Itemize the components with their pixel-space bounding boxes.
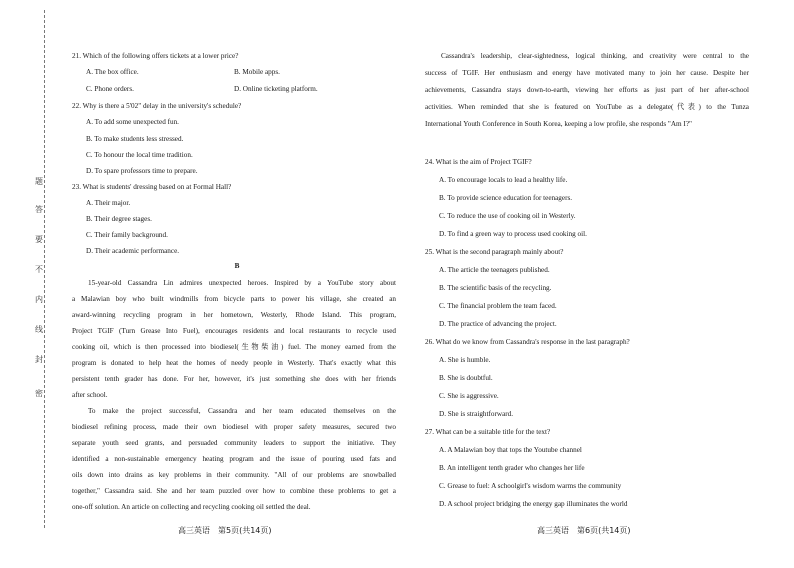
q26-option-a: A. She is humble. [439,356,491,364]
passage-line: identified a non-sustainable emergency heating program and the issue of pouring used fats and [72,455,396,463]
passage-line: activities. When reminded that she is featured on YouTube as a delegate(代表) to the Tunza [425,103,749,111]
q23-option-a: A. Their major. [86,199,131,207]
binding-char: 密 [35,389,43,398]
binding-char: 内 [35,295,43,304]
passage-line: award-winning recycling program in her hometown, Westerly, Rhode Island. This program, [72,311,396,319]
q23-option-d: D. Their academic performance. [86,247,180,255]
q24-option-c: C. To reduce the use of cooking oil in Westerly. [439,212,576,220]
passage-line: together," Cassandra said. She and her team puzzled over how to combine these problems to get a [72,487,396,495]
q22-option-b: B. To make students less stressed. [86,135,184,143]
binding-char: 题 [35,177,43,186]
passage-line: after school. [72,391,108,399]
q27-option-a: A. A Malawian boy that tops the Youtube channel [439,446,582,454]
passage-line: success of TGIF. Her enthusiasm and energy have motivated many to join her cause. Despite her [425,69,749,77]
q25-option-b: B. The scientific basis of the recycling. [439,284,552,292]
page-footer-right: 高三英语 第6页(共14页) [537,526,631,535]
q21-stem: 21. Which of the following offers tickets at a lower price? [72,52,239,60]
passage-line: To make the project successful, Cassandra and her team educated themselves on the [88,407,396,415]
q23-option-b: B. Their degree stages. [86,215,152,223]
passage-line: 15-year-old Cassandra Lin admires unexpected heroes. Inspired by a YouTube story about [88,279,396,287]
page-footer-left: 高三英语 第5页(共14页) [178,526,272,535]
q25-option-a: A. The article the teenagers published. [439,266,550,274]
binding-char: 线 [35,325,43,334]
q21-option-d: D. Online ticketing platform. [234,85,318,93]
binding-char: 不 [35,265,43,274]
binding-char: 要 [35,235,43,244]
q26-option-c: C. She is aggressive. [439,392,499,400]
binding-char: 封 [35,355,43,364]
q24-stem: 24. What is the aim of Project TGIF? [425,158,532,166]
passage-line: oils down into drains as key problems in their community. "All of our problems are snowballed [72,471,396,479]
q27-option-c: C. Grease to fuel: A schoolgirl's wisdom warms the community [439,482,622,490]
q23-stem: 23. What is students' dressing based on at Formal Hall? [72,183,232,191]
passage-line: persistent tenth grader has done. For her, however, it's just something she does with her friends [72,375,396,383]
q23-option-c: C. Their family background. [86,231,168,239]
passage-line: a Malawian boy who built windmills from bicycle parts to power his village, she created an [72,295,396,303]
q24-option-b: B. To provide science education for teenagers. [439,194,573,202]
q24-option-d: D. To find a green way to process used cooking oil. [439,230,587,238]
q27-option-b: B. An intelligent tenth grader who changes her life [439,464,585,472]
passage-line: Project TGIF (Turn Grease Into Fuel), encourages residents and local restaurants to recycle used [72,327,396,335]
q22-stem: 22. Why is there a 5'02" delay in the university's schedule? [72,102,242,110]
q27-stem: 27. What can be a suitable title for the text? [425,428,551,436]
q22-option-c: C. To honour the local time tradition. [86,151,193,159]
sealing-line [44,10,45,528]
q21-option-a: A. The box office. [86,68,139,76]
q26-stem: 26. What do we know from Cassandra's response in the last paragraph? [425,338,630,346]
q27-option-d: D. A school project bridging the energy gap illuminates the world [439,500,628,508]
passage-line: Cassandra's leadership, clear-sightedness, logical thinking, and creativity were central to the [441,52,749,60]
passage-line: one-off solution. An article on collecting and recycling cooking oil settled the deal. [72,503,311,511]
binding-char: 答 [35,205,43,214]
q21-option-b: B. Mobile apps. [234,68,280,76]
passage-line: program is donated to help heat the homes of needy people in Westerly. That's exactly what this [72,359,396,367]
binding-margin [0,0,52,568]
q26-option-d: D. She is straightforward. [439,410,514,418]
q22-option-d: D. To spare professors time to prepare. [86,167,198,175]
passage-line: achievements, Cassandra stays down-to-earth, viewing her efforts as just part of her after-school [425,86,749,94]
passage-line: separate youth seed grants, and persuaded community leaders to support the initiative. They [72,439,396,447]
q21-option-c: C. Phone orders. [86,85,134,93]
section-b-heading: B [234,262,240,270]
passage-line: biodiesel refining process, made their own biodiesel with proper safety measures, secured two [72,423,396,431]
passage-line: cooking oil, which is then processed into biodiesel(生物柴油) fuel. The money earned from the [72,343,396,351]
q24-option-a: A. To encourage locals to lead a healthy life. [439,176,568,184]
q25-option-c: C. The financial problem the team faced. [439,302,557,310]
passage-line: International Youth Conference in South Korea, keeping a low profile, she responds "Am I?" [425,120,692,128]
q22-option-a: A. To add some unexpected fun. [86,118,179,126]
q25-option-d: D. The practice of advancing the project. [439,320,557,328]
q26-option-b: B. She is doubtful. [439,374,493,382]
q25-stem: 25. What is the second paragraph mainly about? [425,248,564,256]
